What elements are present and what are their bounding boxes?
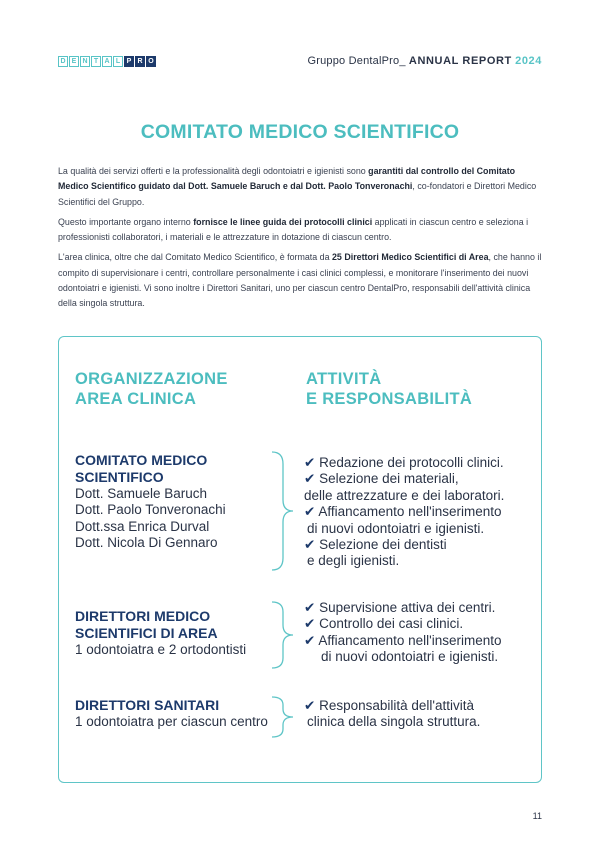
activities-block-direttori-area [304,600,502,666]
text-run: L'area clinica, oltre che dal Comitato Medico Scientifico, è formata da [58,252,332,263]
activity-continuation: di nuovi odontoiatri e igienisti. [307,520,485,536]
org-name: DIRETTORI MEDICO [75,608,211,624]
text-run: , che hanno il compito di supervisionare i centri, controllare personalmente i casi clinici complessi, e monitorare l'inserimento dei nuovi odontoiatri e igienisti. Vi sono inoltre i Direttori Sanitari, uno per ciascun centro DentalPro, responsabili dell'attività clinica della singola struttura. [58,252,542,309]
activity-item: ✔ Responsabilità dell'attività [304,698,474,713]
activity-continuation: di nuovi odontoiatri e igienisti. [321,649,499,665]
intro-paragraph-3 [58,250,544,311]
logo-letter: O [146,56,156,67]
brace-icon [268,450,296,572]
report-header [307,55,542,67]
check-icon: ✔ [304,471,316,487]
intro-paragraph-2 [58,215,544,246]
logo-letter: T [91,56,101,67]
page-title: COMITATO MEDICO SCIENTIFICO [140,121,460,143]
page-number: 11 [532,811,542,821]
logo-letter: E [69,56,79,67]
dentalpro-logo [58,56,157,67]
member-line: Dott. Nicola Di Gennaro [75,534,218,550]
report-year: 2024 [515,55,542,67]
check-icon: ✔ [304,455,316,470]
activity-item: ✔ Selezione dei materiali, [304,471,459,487]
activity-item: ✔ Selezione dei dentisti [304,537,447,553]
heading-line: E RESPONSABILITÀ [306,390,473,408]
heading-line: ORGANIZZAZIONE [75,370,228,388]
activity-continuation: clinica della singola struttura. [307,714,481,730]
member-line: Dott.ssa Enrica Durval [75,518,210,534]
logo-letter: D [58,56,68,67]
org-name: SCIENTIFICI DI AREA [75,625,218,641]
activity-item: ✔ Redazione dei protocolli clinici. [304,455,504,470]
left-column-heading [75,369,228,409]
org-block-comitato [75,452,226,551]
report-label: ANNUAL REPORT [408,55,512,67]
brace-icon [268,695,296,739]
org-name: COMITATO MEDICO [75,452,208,468]
check-icon: ✔ [304,537,316,553]
check-icon: ✔ [304,600,316,615]
intro-text [58,164,544,317]
org-name: DIRETTORI SANITARI [75,697,220,713]
activity-continuation: delle attrezzature e dei laboratori. [304,487,505,503]
activities-block-direttori-sanitari [304,698,480,731]
text-run: applicati in ciascun centro e seleziona i professionisti collaboratori, i materiali e le attrezzature in dotazione di ciascun centro. [58,216,529,243]
activity-item: ✔ Affiancamento nell'inserimento [304,504,502,520]
logo-letter: A [102,56,112,67]
heading-line: AREA CLINICA [75,390,197,408]
brace-icon [268,600,296,670]
org-block-direttori-area [75,608,246,658]
text-run: La qualità dei servizi offerti e la professionalità degli odontoiatri e igienisti sono [58,166,369,176]
text-run: Questo importante organo interno [58,216,194,227]
logo-letter: P [124,56,134,67]
intro-paragraph-1 [58,164,544,210]
activity-item: ✔ Controllo dei casi clinici. [304,616,464,632]
activity-item: ✔ Affiancamento nell'inserimento [304,632,502,648]
logo-letter: R [135,56,145,67]
right-column-heading [306,369,472,409]
activity-continuation: e degli igienisti. [307,553,400,569]
check-icon: ✔ [304,698,316,713]
bold-text-run: garantiti dal controllo del Comitato Medico Scientifico guidato dal Dott. Samuele Baruch e dal Dott. Paolo Tonveronachi [58,166,516,192]
activity-item: ✔ Supervisione attiva dei centri. [304,600,496,615]
text-run: , co-fondatori e Direttori Medico Scientifici del Gruppo. [58,181,537,207]
check-icon: ✔ [304,632,316,648]
logo-letter: N [80,56,90,67]
org-name: SCIENTIFICO [75,469,164,485]
member-line: 1 odontoiatra per ciascun centro [75,714,268,729]
member-line: 1 odontoiatra e 2 ortodontisti [75,642,247,657]
org-block-direttori-sanitari [75,697,268,730]
activities-block-comitato [304,455,504,570]
member-line: Dott. Paolo Tonveronachi [75,502,226,518]
bold-text-run: 25 Direttori Medico Scientifici di Area [332,252,489,263]
member-line: Dott. Samuele Baruch [75,486,208,501]
heading-line: ATTIVITÀ [306,370,382,388]
bold-text-run: fornisce le linee guida dei protocolli clinici [193,216,373,227]
check-icon: ✔ [304,504,316,520]
check-icon: ✔ [304,616,316,632]
group-name: Gruppo DentalPro_ [307,55,406,67]
logo-letter: L [113,56,123,67]
